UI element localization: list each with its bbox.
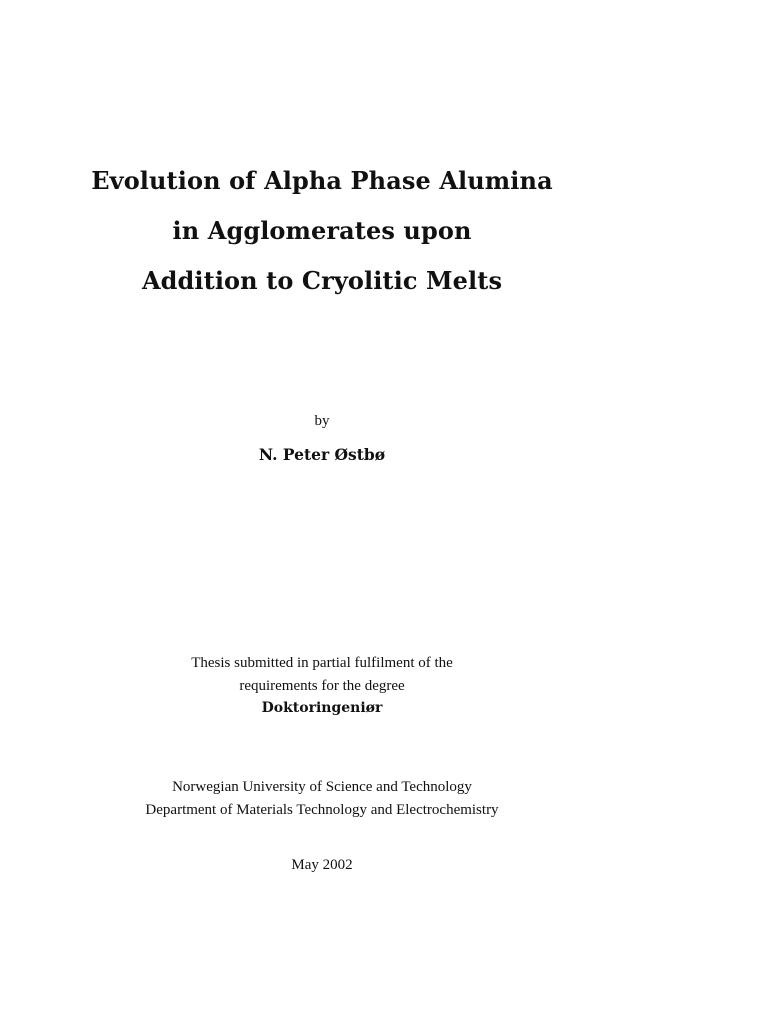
by-label: by — [314, 413, 330, 429]
submission-date: May 2002 — [291, 857, 353, 873]
thesis-title-line-1: Evolution of Alpha Phase Alumina — [91, 166, 553, 195]
thesis-title-line-2: in Agglomerates upon — [172, 216, 472, 245]
thesis-statement-line-1: Thesis submitted in partial fulfilment of the — [191, 655, 453, 671]
thesis-title-line-3: Addition to Cryolitic Melts — [141, 266, 503, 295]
department-name: Department of Materials Technology and Electrochemistry — [145, 802, 499, 818]
author-name: N. Peter Østbø — [258, 445, 386, 464]
university-name: Norwegian University of Science and Technology — [172, 779, 472, 795]
thesis-statement-line-2: requirements for the degree — [239, 678, 405, 694]
degree-name: Doktoringeniør — [261, 700, 383, 716]
